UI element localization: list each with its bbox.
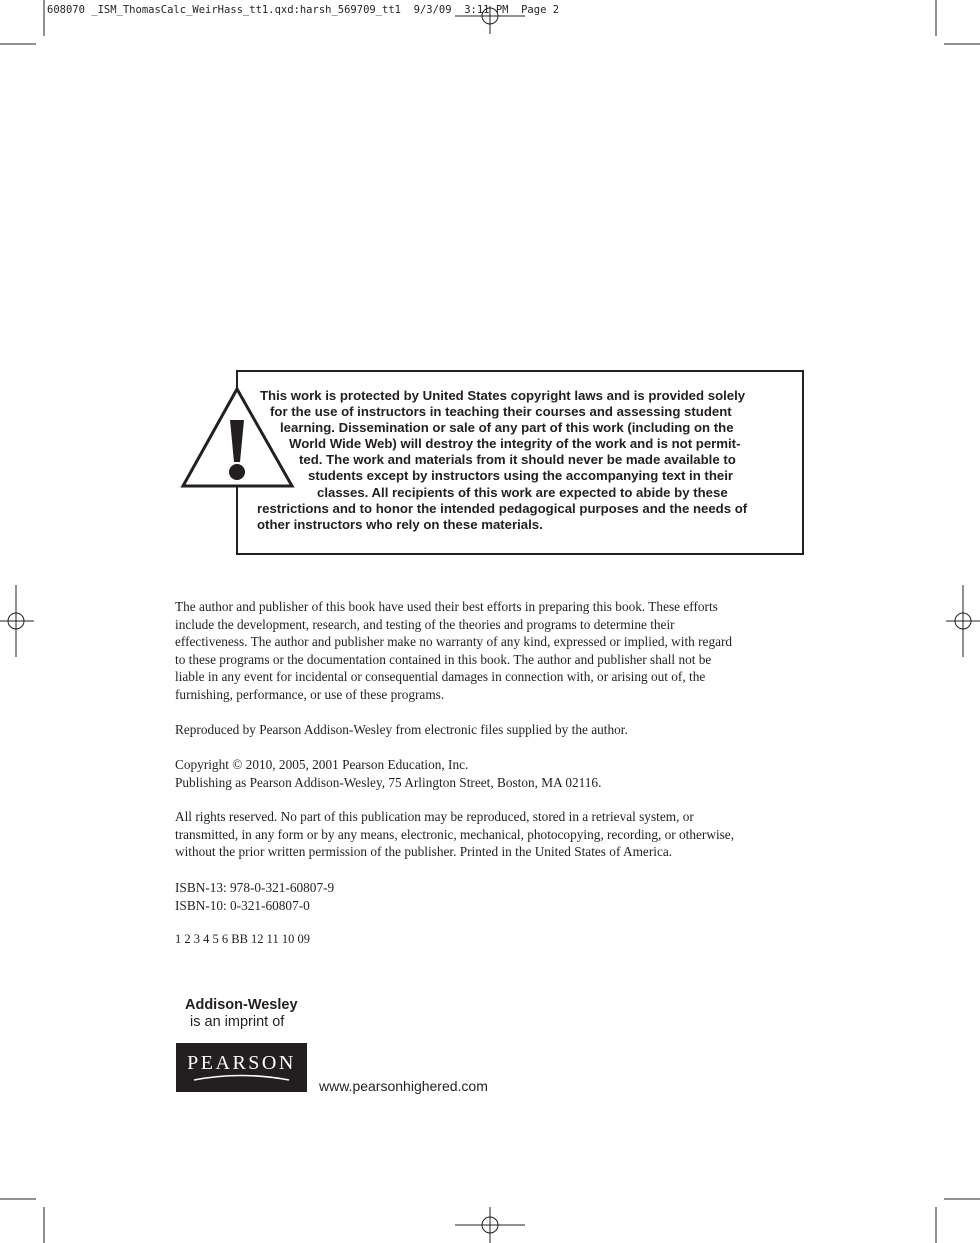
addison-wesley-logo-text: Addison-Wesley [185,997,298,1013]
copyright-block [175,756,805,791]
publisher-url: www.pearsonhighered.com [319,1078,488,1094]
slug-line: 608070 _ISM_ThomasCalc_WeirHass_tt1.qxd:harsh_569709_tt1 9/3/09 3:11 PM Page 2 [47,4,560,16]
disclaimer-line: The author and publisher of this book have used their best efforts in preparing this book. These efforts [175,599,718,614]
reproduced-note-text: Reproduced by Pearson Addison-Wesley from electronic files supplied by the author. [175,722,628,737]
disclaimer-line: to these programs or the documentation contained in this book. The author and publisher shall not be [175,651,712,667]
isbn-13: ISBN-13: 978-0-321-60807-9 [175,880,335,895]
publishing-line: Publishing as Pearson Addison-Wesley, 75 Arlington Street, Boston, MA 02116. [175,774,602,790]
rights-line: All rights reserved. No part of this publication may be reproduced, stored in a retrieval system, or [175,809,694,824]
warning-text-line: World Wide Web) will destroy the integrity of the work and is not permit- [289,436,741,451]
rights-line: without the prior written permission of the publisher. Printed in the United States of America. [175,844,673,860]
warning-text-line: learning. Dissemination or sale of any part of this work (including on the [280,420,734,435]
warning-text-line: students except by instructors using the accompanying text in their [308,468,734,483]
disclaimer-line: liable in any event for incidental or consequential damages in connection with, or arising out of, the [175,669,706,685]
pearson-logo-word: PEARSON [187,1052,296,1074]
warning-text-line: classes. All recipients of this work are expected to abide by these [317,485,728,500]
imprint-note: is an imprint of [190,1014,285,1030]
disclaimer-paragraph [175,598,805,704]
warning-text-line: for the use of instructors in teaching their courses and assessing student [270,404,732,419]
warning-text-line: restrictions and to honor the intended pedagogical purposes and the needs of [257,501,748,516]
rights-paragraph [175,808,805,861]
isbn-block [175,879,805,914]
pearson-logo [176,1043,307,1092]
warning-text-line: other instructors who rely on these materials. [257,517,543,532]
disclaimer-line: furnishing, performance, or use of these programs. [175,686,445,702]
warning-text-line: This work is protected by United States copyright laws and is provided solely [260,388,746,403]
reproduced-note [175,721,805,739]
pearson-swoosh-icon [176,1043,307,1092]
copyright-line: Copyright © 2010, 2005, 2001 Pearson Education, Inc. [175,757,469,772]
warning-text-line: ted. The work and materials from it should never be made available to [299,452,736,467]
isbn-10: ISBN-10: 0-321-60807-0 [175,897,310,913]
rights-line: transmitted, in any form or by any means, electronic, mechanical, photocopying, recording, or otherwise, [175,826,735,842]
disclaimer-line: effectiveness. The author and publisher make no warranty of any kind, expressed or implied, with regard [175,634,733,650]
disclaimer-line: include the development, research, and testing of the theories and programs to determine their [175,616,675,632]
print-line [175,931,805,949]
print-line-text: 1 2 3 4 5 6 BB 12 11 10 09 [175,932,310,946]
